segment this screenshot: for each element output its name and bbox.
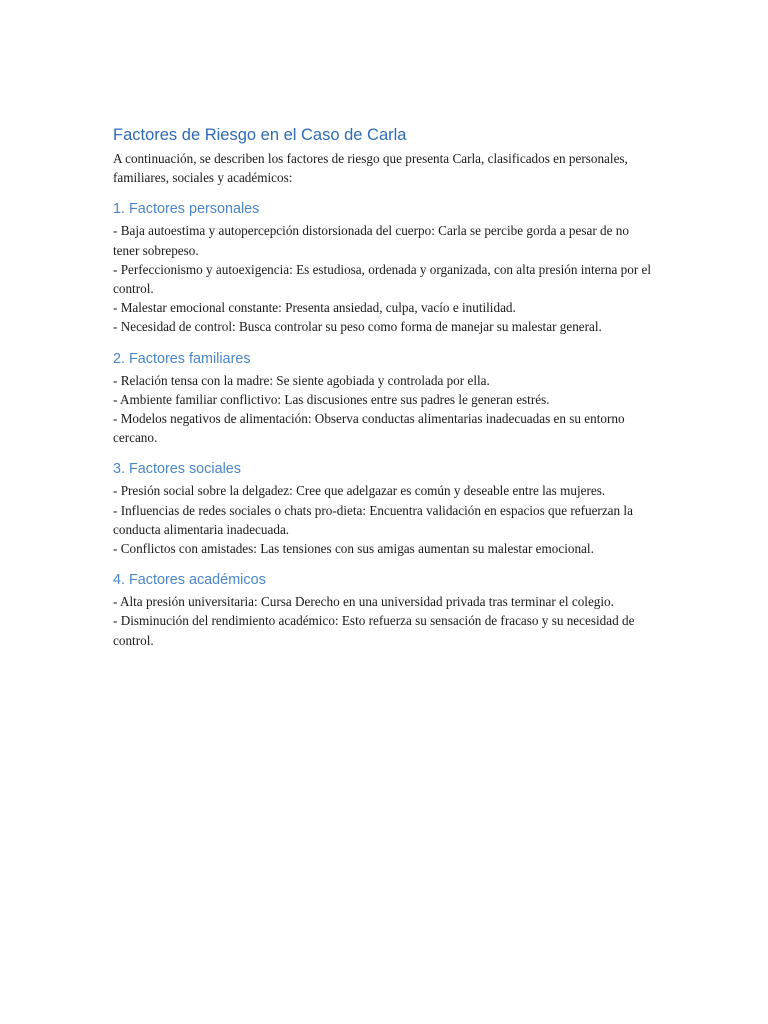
- section-heading: 1. Factores personales: [113, 201, 260, 218]
- section-personal-factors: [113, 199, 658, 336]
- list-item: - Disminución del rendimiento académico: Esto refuerza su sensación de fracaso y su necesidad de control.: [113, 613, 635, 648]
- factor-list: [113, 221, 658, 336]
- section-heading: 2. Factores familiares: [113, 350, 251, 367]
- list-item: - Conflictos con amistades: Las tensiones con sus amigas aumentan su malestar emocional.: [113, 541, 594, 557]
- list-item: - Presión social sobre la delgadez: Cree que adelgazar es común y deseable entre las mujeres.: [113, 483, 606, 499]
- section-heading: 4. Factores académicos: [113, 572, 266, 589]
- section-academic-factors: [113, 570, 658, 650]
- list-item: - Alta presión universitaria: Cursa Derecho en una universidad privada tras terminar el colegio.: [113, 594, 614, 610]
- factor-list: [113, 592, 658, 650]
- list-item: - Influencias de redes sociales o chats pro-dieta: Encuentra validación en espacios que refuerzan la conducta alimentaria inadecuada.: [113, 502, 633, 537]
- factor-list: [113, 371, 658, 448]
- list-item: - Malestar emocional constante: Presenta ansiedad, culpa, vacío e inutilidad.: [113, 300, 516, 316]
- list-item: - Baja autoestima y autopercepción distorsionada del cuerpo: Carla se percibe gorda a pesar de no tener sobrepeso.: [113, 223, 629, 258]
- factor-list: [113, 481, 658, 558]
- document-content: [113, 124, 658, 650]
- list-item: - Relación tensa con la madre: Se siente agobiada y controlada por ella.: [113, 372, 490, 388]
- section-family-factors: [113, 349, 658, 448]
- list-item: - Ambiente familiar conflictivo: Las discusiones entre sus padres le generan estrés.: [113, 391, 550, 407]
- intro-paragraph: A continuación, se describen los factores de riesgo que presenta Carla, clasificados en personales, familiares, sociales y académicos:: [113, 151, 628, 186]
- list-item: - Modelos negativos de alimentación: Observa conductas alimentarias inadecuadas en su entorno cercano.: [113, 411, 625, 446]
- document-title: Factores de Riesgo en el Caso de Carla: [113, 126, 407, 144]
- section-heading: 3. Factores sociales: [113, 461, 241, 478]
- list-item: - Necesidad de control: Busca controlar su peso como forma de manejar su malestar general.: [113, 319, 602, 335]
- section-social-factors: [113, 459, 658, 558]
- list-item: - Perfeccionismo y autoexigencia: Es estudiosa, ordenada y organizada, con alta presión interna por el control.: [113, 261, 652, 297]
